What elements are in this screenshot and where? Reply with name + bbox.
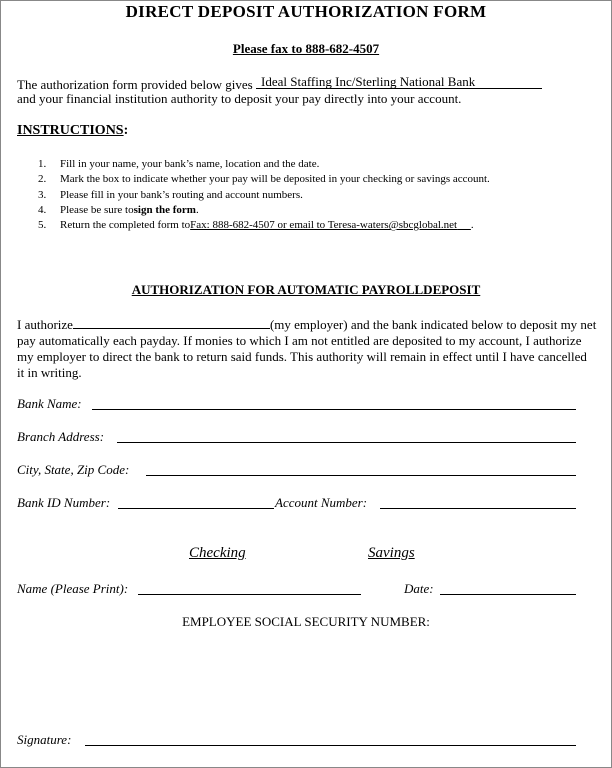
city-state-zip-field[interactable] [146, 475, 576, 476]
authorization-paragraph: I authorize (my employer) and the bank indicated below to deposit my net pay automatically each payday. If monies to which I am not entitled are deposited to my account, I authorize my employer to direct the bank to return said funds. This authority will remain in effect until I have cancelled it in writing. [17, 317, 597, 380]
intro-line-2: and your financial institution authority to deposit your pay directly into your account. [17, 91, 462, 106]
company-name: Ideal Staffing Inc/Sterling National Bank [261, 74, 476, 89]
authorization-heading: AUTHORIZATION FOR AUTOMATIC PAYROLLDEPOSIT [131, 282, 481, 297]
account-number-label: Account Number: [275, 495, 368, 510]
date-label: Date: [404, 581, 434, 596]
bank-name-field[interactable] [92, 409, 576, 410]
city-state-zip-label: City, State, Zip Code: [17, 462, 130, 477]
form-title: DIRECT DEPOSIT AUTHORIZATION FORM [125, 2, 487, 21]
list-item: 3. Please fill in your bank’s routing and account numbers. [38, 188, 303, 201]
bank-id-field[interactable] [118, 508, 274, 509]
name-print-label: Name (Please Print): [17, 581, 129, 596]
employer-field[interactable] [73, 316, 270, 329]
checking-option[interactable]: Checking [189, 545, 246, 561]
bank-id-label: Bank ID Number: [17, 495, 111, 510]
instructions-heading: INSTRUCTIONS: [17, 123, 129, 138]
signature-label: Signature: [17, 732, 72, 747]
account-number-field[interactable] [380, 508, 576, 509]
instructions-list [38, 157, 490, 233]
branch-address-label: Branch Address: [17, 429, 105, 444]
list-item: 1. Fill in your name, your bank’s name, location and the date. [38, 158, 320, 170]
signature-field[interactable] [85, 745, 576, 746]
return-contact: Fax: 888-682-4507 or email to Teresa-waters@sbcglobal.net [190, 219, 458, 232]
list-item: 2. Mark the box to indicate whether your pay will be deposited in your checking or savings account. [38, 173, 490, 186]
bank-name-label: Bank Name: [17, 396, 82, 411]
list-item: 5. Return the completed form to Fax: 888-682-4507 or email to Teresa-waters@sbcglobal.net . [38, 218, 490, 233]
date-field[interactable] [440, 594, 576, 595]
name-field[interactable] [138, 594, 361, 595]
ssn-label: EMPLOYEE SOCIAL SECURITY NUMBER: [182, 614, 430, 629]
intro-text: The authorization form provided below gives [17, 77, 253, 92]
list-item: 4. Please be sure to sign the form . [38, 203, 490, 218]
fax-instruction: Please fax to 888-682-4507 [232, 41, 380, 56]
savings-option[interactable]: Savings [368, 545, 415, 561]
branch-address-field[interactable] [117, 442, 576, 443]
company-field[interactable] [256, 76, 542, 89]
sign-emphasis: sign the form [133, 203, 196, 216]
